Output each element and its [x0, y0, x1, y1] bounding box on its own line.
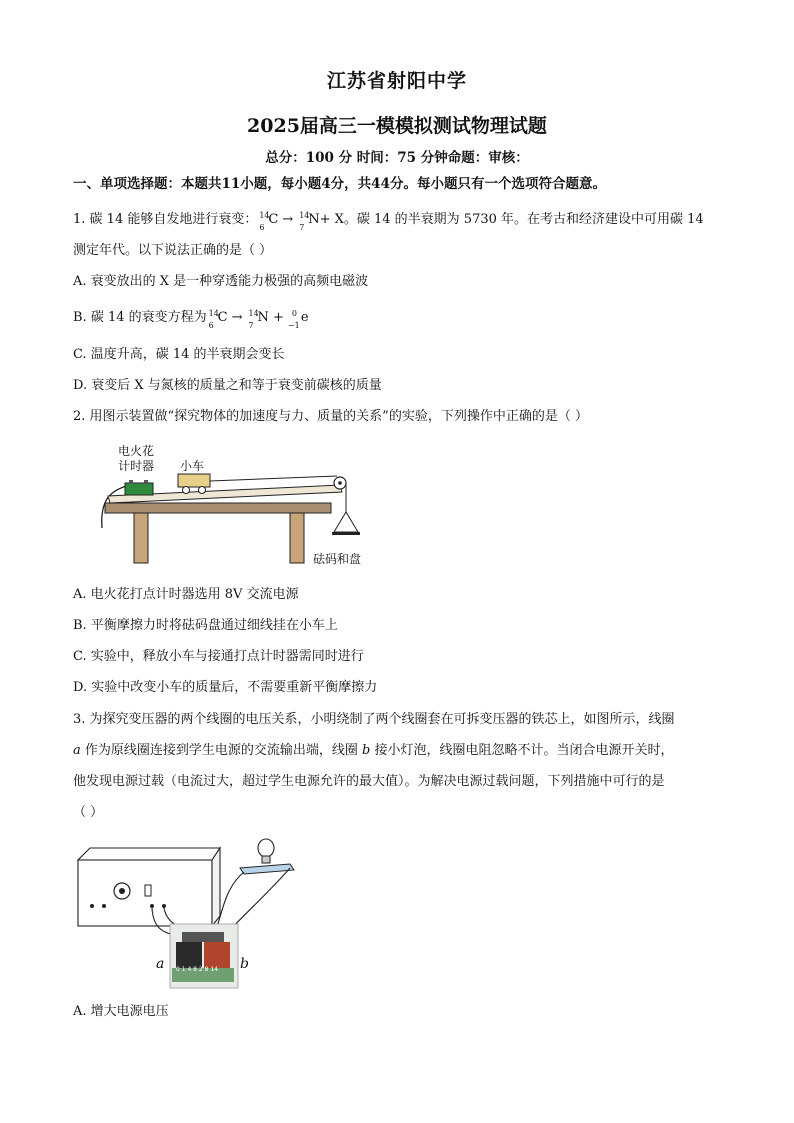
q2-option-b: B. 平衡摩擦力时将砝码盘通过细线挂在小车上	[73, 618, 338, 633]
electron-symbol: 0 −1 e	[287, 309, 309, 330]
power-supply-top	[78, 848, 220, 860]
coil-a-label: a	[156, 956, 165, 972]
exam-title: 2025届高三一模模拟测试物理试题	[247, 115, 547, 137]
q3-option-a: A. 增大电源电压	[73, 1004, 169, 1019]
pulley-axle	[338, 481, 342, 485]
q2-option-a: A. 电火花打点计时器选用 8V 交流电源	[73, 587, 299, 602]
q2-option-d: D. 实验中改变小车的质量后，不需要重新平衡摩擦力	[73, 680, 378, 695]
terminal	[102, 904, 106, 908]
timer-terminal	[129, 480, 133, 484]
q1-option-c: C. 温度升高，碳 14 的半衰期会变长	[73, 347, 285, 362]
q1-option-d: D. 衰变后 X 与氮核的质量之和等于衰变前碳核的质量	[73, 378, 382, 393]
q1-option-a: A. 衰变放出的 X 是一种穿透能力极强的高频电磁波	[73, 274, 369, 289]
spark-timer	[125, 483, 153, 495]
q3-stem-line1: 3. 为探究变压器的两个线圈的电压关系，小明绕制了两个线圈套在可拆变压器的铁芯上，如图所示，线圈	[73, 712, 675, 727]
power-supply-side	[212, 848, 220, 926]
section-heading: 一、单项选择题：本题共11小题，每小题4分，共44分。每小题只有一个选项符合题意。	[73, 176, 606, 192]
cart-body	[178, 474, 210, 487]
nuclide-c14: 14 6 C	[208, 309, 228, 330]
terminal	[150, 904, 154, 908]
coil-b-label: b	[240, 956, 249, 972]
weight-pan-hanger	[334, 512, 358, 532]
reaction-arrow: →	[282, 212, 294, 227]
terminal	[90, 904, 94, 908]
q1-stem-line2: 测定年代。以下说法正确的是（ ）	[73, 243, 273, 258]
weight-pan	[332, 532, 360, 535]
nuclide-n14: 14 7 N +	[248, 309, 284, 330]
coil-tap-labels: 0 1 4 8 2 8 14	[176, 966, 218, 973]
nuclide-c14: 14 6 C	[259, 211, 279, 232]
cart-wheel	[199, 487, 206, 494]
cart-experiment-figure	[80, 440, 390, 570]
table-leg-left	[134, 513, 148, 563]
q1-stem	[73, 210, 704, 230]
q3-stem-line3: 他发现电源过载（电流过大，超过学生电源允许的最大值）。为解决电源过载问题，下列措施中可行的是	[73, 774, 665, 789]
table-top	[105, 503, 331, 513]
timer-terminal	[144, 480, 148, 484]
power-switch	[145, 885, 151, 896]
cart-label: 小车	[180, 459, 205, 473]
cart-wheel	[183, 487, 190, 494]
timer-label-line2: 计时器	[118, 459, 155, 473]
school-title: 江苏省射阳中学	[326, 70, 467, 92]
q2-stem: 2. 用图示装置做“探究物体的加速度与力、质量的关系”的实验，下列操作中正确的是（ ）	[73, 409, 588, 424]
q3-stem-line2: a 作为原线圈连接到学生电源的交流输出端，线圈 b 接小灯泡，线圈电阻忽略不计。当闭合电源开关时，	[73, 743, 674, 758]
transformer-figure	[72, 830, 312, 990]
exam-meta: 总分：100 分 时间：75 分钟命题：审核：	[265, 150, 529, 166]
terminal	[162, 904, 166, 908]
plus-x: + X	[319, 212, 344, 227]
bulb-socket	[262, 856, 270, 863]
voltage-knob-center	[119, 888, 125, 894]
table-leg-right	[290, 513, 304, 563]
string	[210, 476, 337, 481]
weights-label: 砝码和盘	[313, 552, 362, 566]
q1-option-b: B. 碳 14 的衰变方程为 14 6 C → 14 7 N + 0 −1 e	[73, 309, 309, 330]
nuclide-n14: 14 7 N	[299, 211, 320, 232]
q1-lead: 1. 碳 14 能够自发地进行衰变：	[73, 212, 258, 227]
q3-stem-line4: （ ）	[73, 805, 104, 820]
q2-option-c: C. 实验中，释放小车与接通打点计时器需同时进行	[73, 649, 364, 664]
timer-label-line1: 电火花	[118, 444, 155, 458]
light-bulb	[258, 839, 274, 857]
q1-tail: 。碳 14 的半衰期为 5730 年。在考古和经济建设中可用碳 14	[343, 212, 704, 227]
iron-core	[182, 932, 224, 942]
